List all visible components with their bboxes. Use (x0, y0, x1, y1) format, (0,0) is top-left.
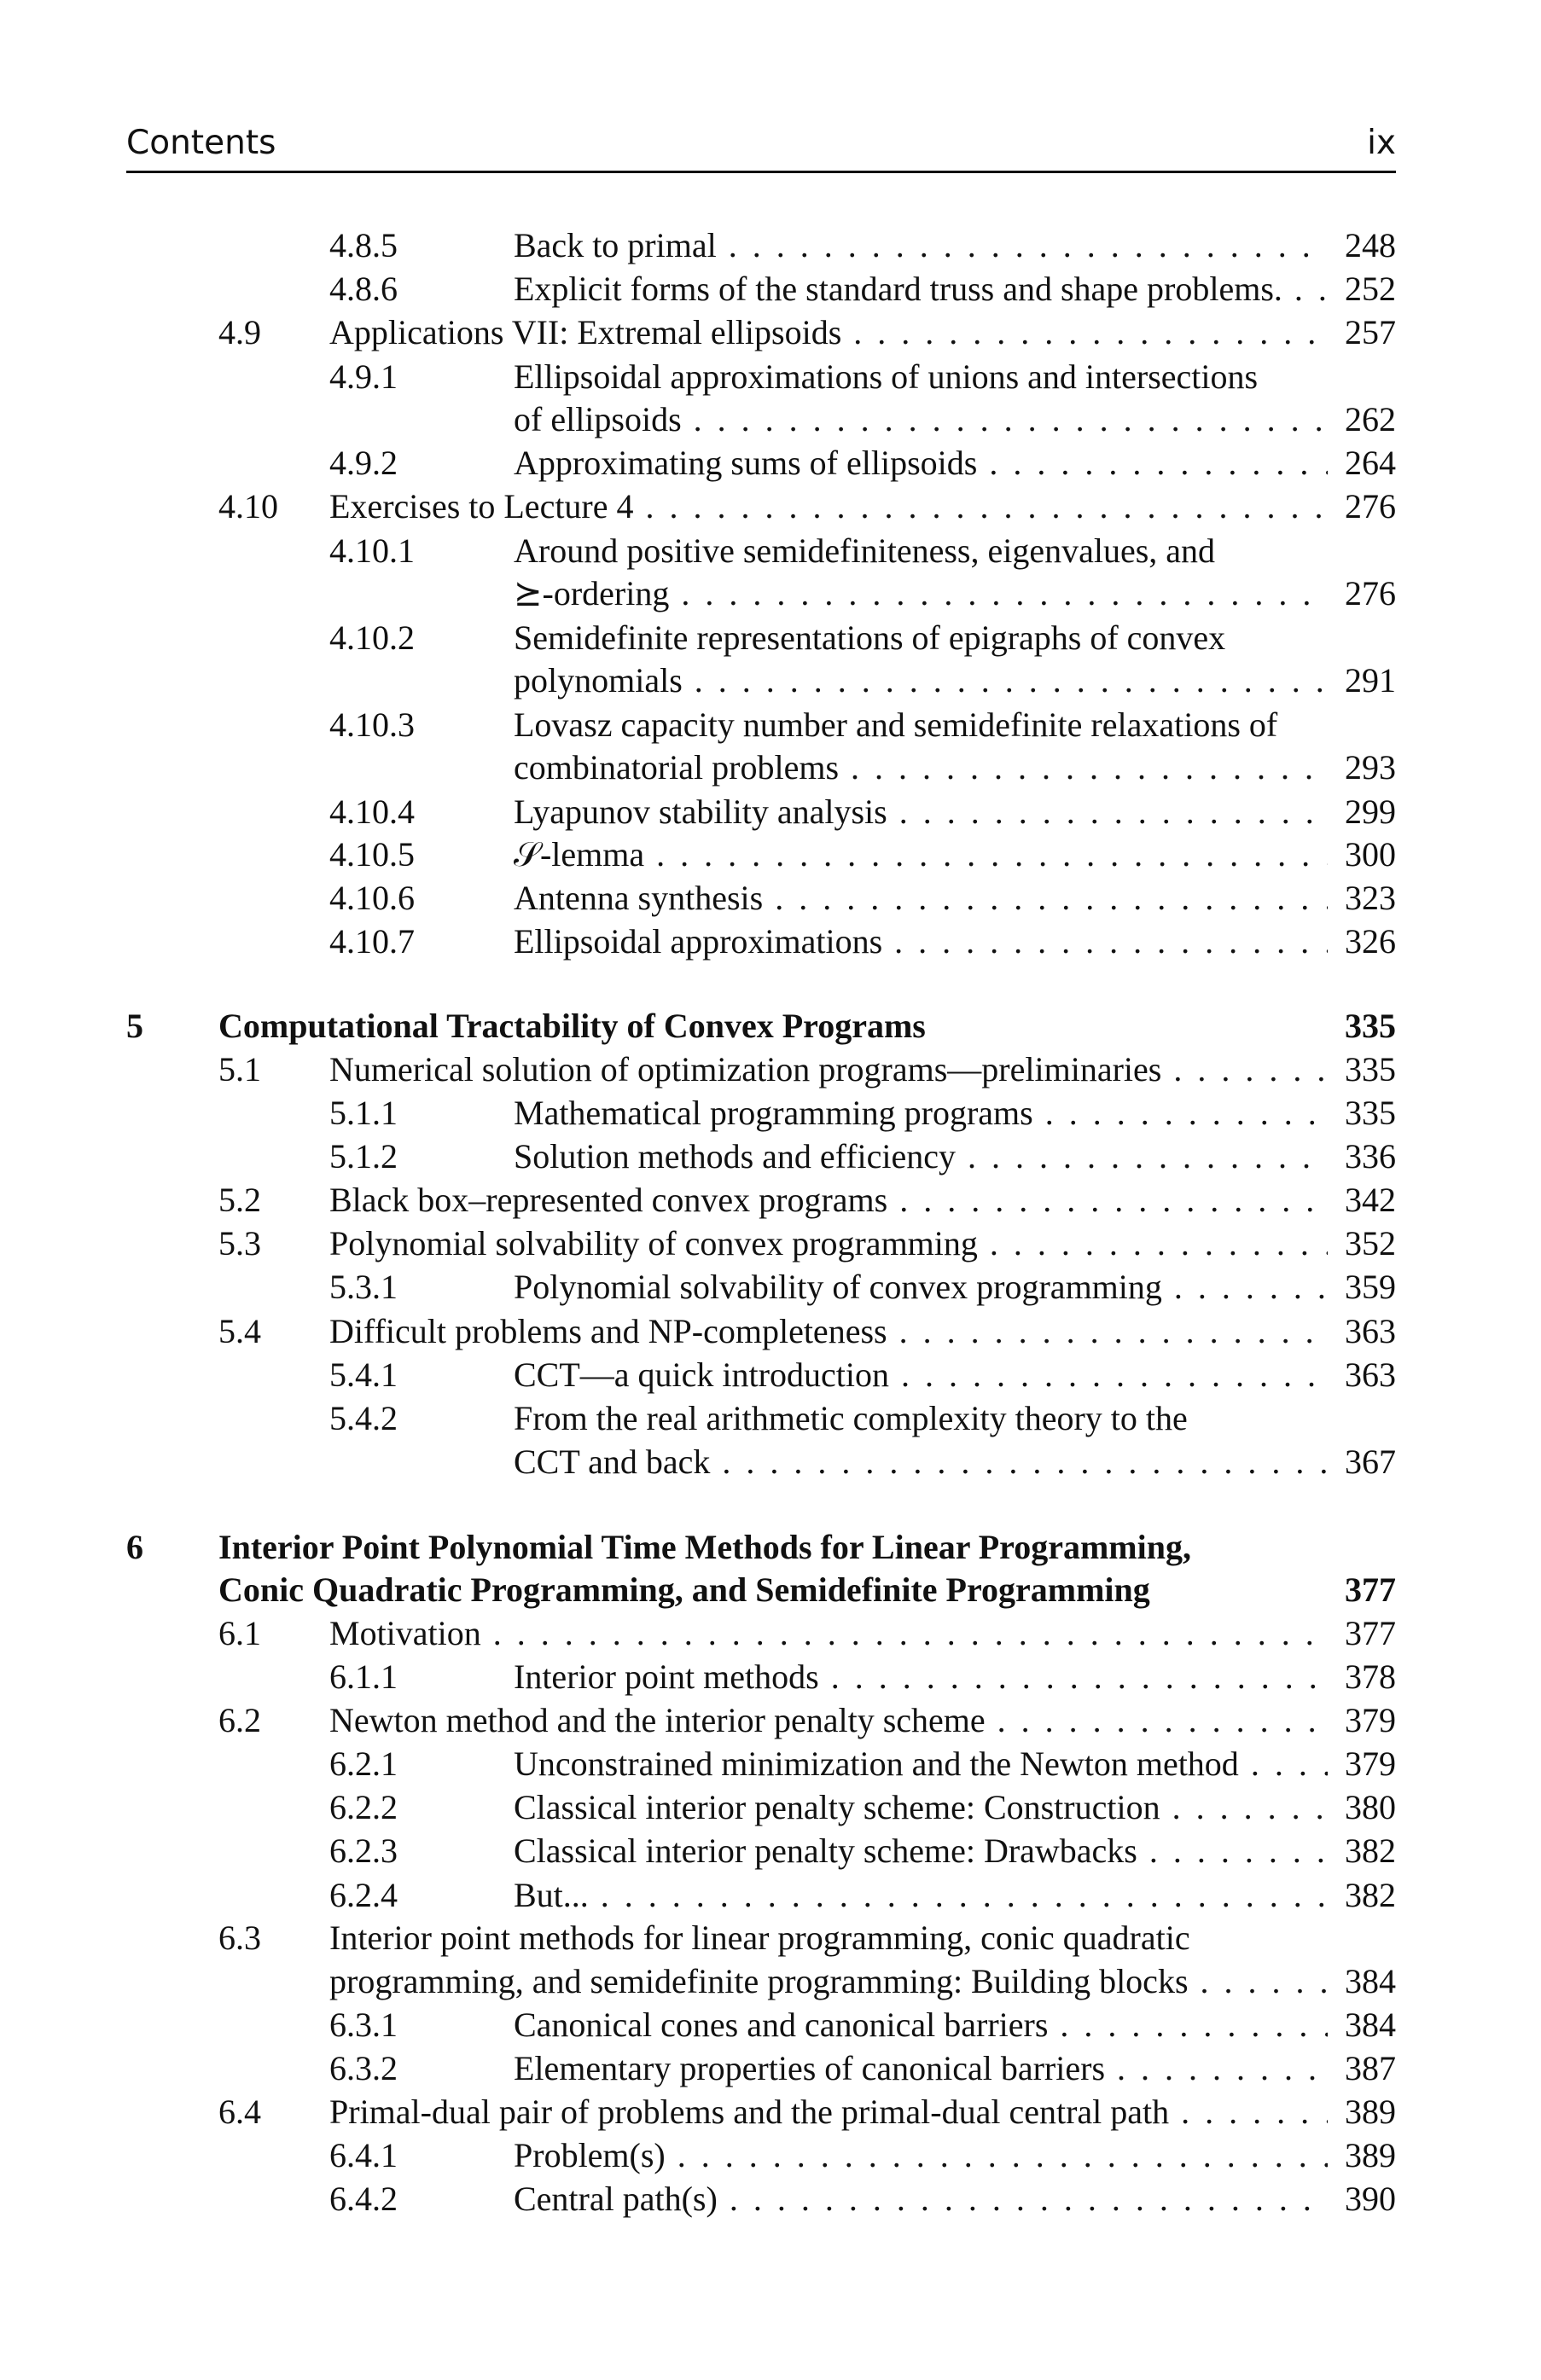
toc-entry-number: 6.3 (218, 1919, 261, 1957)
toc-entry-number: 6.4.1 (329, 2136, 398, 2174)
toc-entry-number: 4.10.3 (329, 705, 415, 744)
toc-entry[interactable] (0, 223, 1541, 268)
toc-entry-page: 389 (1338, 2133, 1396, 2178)
toc-entry-number: 6.2.3 (329, 1831, 398, 1870)
toc-entry-number: 6.4.2 (329, 2180, 398, 2218)
toc-entry-title: 𝒮-lemma . . . (514, 833, 1328, 877)
toc-entry-page: 300 (1338, 833, 1396, 877)
toc-entry[interactable] (0, 1525, 1541, 1570)
toc-entry-number: 6.4 (218, 2093, 261, 2131)
toc-entry[interactable] (0, 1742, 1541, 1786)
toc-entry[interactable] (0, 1655, 1541, 1699)
toc-entry[interactable] (0, 746, 1541, 790)
toc-entry-page: 378 (1338, 1655, 1396, 1699)
toc-entry[interactable] (0, 2046, 1541, 2091)
toc-entry-page: 276 (1338, 572, 1396, 616)
toc-entry[interactable] (0, 1785, 1541, 1830)
toc-entry-number: 6.1 (218, 1614, 261, 1652)
toc-entry-page: 382 (1338, 1873, 1396, 1918)
toc-entry-title: Classical interior penalty scheme: Drawbacks . . . (514, 1829, 1328, 1873)
toc-entry[interactable] (0, 703, 1541, 747)
toc-entry-title: Computational Tractability of Convex Programs (218, 1007, 926, 1045)
toc-entry-number: 5.4 (218, 1312, 261, 1350)
toc-entry[interactable] (0, 1265, 1541, 1309)
toc-entry[interactable] (0, 920, 1541, 964)
toc-entry-title: Exercises to Lecture 4 . . . (329, 485, 1328, 529)
toc-entry-number: 5 (126, 1007, 143, 1045)
toc-entry[interactable] (0, 572, 1541, 616)
toc-entry[interactable] (0, 1440, 1541, 1484)
toc-entry-number: 4.10.4 (329, 792, 415, 831)
toc-entry-title: Polynomial solvability of convex programming . . . (514, 1265, 1328, 1309)
toc-entry[interactable] (0, 398, 1541, 442)
toc-entry-number: 4.10.7 (329, 922, 415, 961)
toc-entry-page: 323 (1338, 876, 1396, 920)
toc-entry-page: 384 (1338, 2003, 1396, 2047)
toc-entry-title: Interior point methods for linear programming, conic quadratic (329, 1919, 1190, 1957)
toc-entry-title: Explicit forms of the standard truss and shape problems. . . . (514, 267, 1328, 311)
toc-entry-page: 379 (1338, 1742, 1396, 1786)
toc-entry[interactable] (0, 355, 1541, 399)
toc-entry-title: Applications VII: Extremal ellipsoids . . . (329, 311, 1328, 355)
toc-entry-title: Lyapunov stability analysis . . . (514, 790, 1328, 834)
toc-entry-title: Problem(s) . . . (514, 2133, 1328, 2178)
toc-entry-page: 367 (1338, 1440, 1396, 1484)
toc-entry[interactable] (0, 1353, 1541, 1397)
toc-entry[interactable] (0, 485, 1541, 529)
toc-entry[interactable] (0, 790, 1541, 834)
toc-entry-number: 4.10.2 (329, 618, 415, 657)
toc-entry-number: 5.4.2 (329, 1399, 398, 1437)
toc-entry-title: Difficult problems and NP-completeness . . . (329, 1309, 1328, 1354)
toc-entry-number: 5.1.2 (329, 1137, 398, 1175)
toc-entry-title: Interior point methods . . . (514, 1655, 1328, 1699)
toc-entry-page: 363 (1338, 1309, 1396, 1354)
toc-entry-page: 377 (1338, 1568, 1396, 1612)
toc-entry-page: 359 (1338, 1265, 1396, 1309)
toc-entry-page: 335 (1338, 1048, 1396, 1092)
toc-entry-page: 326 (1338, 920, 1396, 964)
toc-entry-title: of ellipsoids . . . (514, 398, 1328, 442)
toc-entry[interactable] (0, 2177, 1541, 2221)
toc-entry-page: 382 (1338, 1829, 1396, 1873)
toc-entry[interactable] (0, 2090, 1541, 2134)
toc-entry-number: 6.2 (218, 1701, 261, 1739)
toc-entry-title: ⪰-ordering . . . (514, 572, 1328, 616)
toc-entry-title: Classical interior penalty scheme: Construction . . . (514, 1785, 1328, 1830)
toc-entry-title: Black box–represented convex programs . . . (329, 1178, 1328, 1222)
toc-entry-title: Primal-dual pair of problems and the primal-dual central path . . . (329, 2090, 1328, 2134)
toc-entry[interactable] (0, 1568, 1541, 1612)
toc-entry-page: 335 (1338, 1004, 1396, 1048)
toc-entry[interactable] (0, 659, 1541, 703)
toc-entry-title: Solution methods and efficiency . . . (514, 1135, 1328, 1179)
toc-entry-page: 336 (1338, 1135, 1396, 1179)
header-page-number: ix (1367, 124, 1396, 162)
toc-entry-number: 4.10.1 (329, 531, 415, 570)
toc-entry-title: Ellipsoidal approximations . . . (514, 920, 1328, 964)
toc-entry-number: 4.9.1 (329, 357, 398, 396)
toc-entry[interactable] (0, 876, 1541, 920)
toc-entry-page: 377 (1338, 1611, 1396, 1656)
toc-entry-number: 4.9 (218, 313, 261, 351)
toc-entry[interactable] (0, 267, 1541, 311)
toc-entry[interactable] (0, 1091, 1541, 1135)
toc-entry[interactable] (0, 2003, 1541, 2047)
toc-entry-number: 4.8.5 (329, 226, 398, 264)
toc-entry-title: Mathematical programming programs . . . (514, 1091, 1328, 1135)
toc-entry-number: 4.10 (218, 487, 278, 525)
toc-entry-title: CCT—a quick introduction . . . (514, 1353, 1328, 1397)
toc-entry-number: 6.2.2 (329, 1788, 398, 1826)
toc-entry-number: 5.3.1 (329, 1268, 398, 1306)
toc-entry-page: 264 (1338, 441, 1396, 485)
toc-entry[interactable] (0, 1135, 1541, 1179)
toc-entry[interactable] (0, 1959, 1541, 2004)
toc-entry[interactable] (0, 441, 1541, 485)
toc-entry-title: But... . . . (514, 1873, 1328, 1918)
toc-entry-page: 335 (1338, 1091, 1396, 1135)
toc-entry[interactable] (0, 616, 1541, 660)
toc-entry-page: 299 (1338, 790, 1396, 834)
toc-entry-page: 390 (1338, 2177, 1396, 2221)
toc-entry-title: Motivation . . . (329, 1611, 1328, 1656)
toc-entry-title: From the real arithmetic complexity theory to the (514, 1399, 1188, 1437)
toc-entry-number: 6.2.1 (329, 1744, 398, 1783)
toc-entry-title: Unconstrained minimization and the Newton method . . . (514, 1742, 1328, 1786)
toc-entry-page: 363 (1338, 1353, 1396, 1397)
toc-entry-number: 4.10.6 (329, 879, 415, 917)
toc-entry[interactable] (0, 1916, 1541, 1960)
toc-entry[interactable] (0, 1829, 1541, 1873)
toc-entry-title: combinatorial problems . . . (514, 746, 1328, 790)
toc-entry[interactable] (0, 311, 1541, 355)
toc-entry-page: 291 (1338, 659, 1396, 703)
toc-entry-title: Newton method and the interior penalty scheme . . . (329, 1698, 1328, 1743)
toc-entry-page: 252 (1338, 267, 1396, 311)
toc-entry-title: Lovasz capacity number and semidefinite relaxations of (514, 705, 1278, 744)
toc-entry[interactable] (0, 1222, 1541, 1266)
toc-entry-title: programming, and semidefinite programming: Building blocks . . . (329, 1959, 1328, 2004)
toc-entry-number: 5.3 (218, 1224, 261, 1263)
toc-entry-title: Back to primal . . . (514, 223, 1328, 268)
toc-entry[interactable] (0, 1396, 1541, 1441)
toc-entry-title: Antenna synthesis . . . (514, 876, 1328, 920)
toc-entry-number: 4.9.2 (329, 444, 398, 482)
toc-entry-number: 6.1.1 (329, 1657, 398, 1696)
toc-entry[interactable] (0, 1309, 1541, 1354)
toc-entry-page: 257 (1338, 311, 1396, 355)
toc-entry[interactable] (0, 1048, 1541, 1092)
toc-entry[interactable] (0, 2133, 1541, 2178)
header-title: Contents (126, 124, 276, 162)
toc-entry-number: 6.3.2 (329, 2049, 398, 2087)
toc-entry-number: 5.1 (218, 1050, 261, 1088)
toc-entry-page: 342 (1338, 1178, 1396, 1222)
toc-entry-page: 276 (1338, 485, 1396, 529)
toc-entry-number: 5.1.1 (329, 1094, 398, 1132)
toc-entry-title: CCT and back . . . (514, 1440, 1328, 1484)
toc-entry-title: Elementary properties of canonical barriers . . . (514, 2046, 1328, 2091)
toc-entry-title: Central path(s) . . . (514, 2177, 1328, 2221)
toc-entry-number: 5.4.1 (329, 1355, 398, 1394)
toc-entry-number: 4.8.6 (329, 270, 398, 308)
toc-entry[interactable] (0, 1611, 1541, 1656)
toc-entry-number: 6.3.1 (329, 2006, 398, 2044)
toc-entry-title: Conic Quadratic Programming, and Semidefinite Programming (218, 1570, 1150, 1609)
toc-entry-number: 4.10.5 (329, 835, 415, 874)
toc-entry[interactable] (0, 1178, 1541, 1222)
toc-entry-title: Canonical cones and canonical barriers . . . (514, 2003, 1328, 2047)
toc-entry[interactable] (0, 1873, 1541, 1918)
toc-entry-title: Approximating sums of ellipsoids . . . (514, 441, 1328, 485)
toc-entry-page: 389 (1338, 2090, 1396, 2134)
toc-entry-page: 387 (1338, 2046, 1396, 2091)
toc-entry-title: Ellipsoidal approximations of unions and intersections (514, 357, 1259, 396)
toc-entry-title: Interior Point Polynomial Time Methods for Linear Programming, (218, 1528, 1191, 1566)
toc-entry-title: Numerical solution of optimization programs—preliminaries . . . (329, 1048, 1328, 1092)
toc-entry-page: 384 (1338, 1959, 1396, 2004)
toc-entry[interactable] (0, 529, 1541, 573)
toc-entry-title: Semidefinite representations of epigraphs of convex (514, 618, 1226, 657)
toc-entry-page: 248 (1338, 223, 1396, 268)
toc-entry-title: Polynomial solvability of convex programming . . . (329, 1222, 1328, 1266)
toc-entry-number: 5.2 (218, 1181, 261, 1219)
toc-entry-page: 262 (1338, 398, 1396, 442)
toc-entry-page: 293 (1338, 746, 1396, 790)
toc-entry-number: 6.2.4 (329, 1876, 398, 1914)
toc-entry-page: 380 (1338, 1785, 1396, 1830)
toc-entry-number: 6 (126, 1528, 143, 1566)
toc-entry[interactable] (0, 833, 1541, 877)
toc-entry-title: Around positive semidefiniteness, eigenvalues, and (514, 531, 1216, 570)
toc-entry[interactable] (0, 1698, 1541, 1743)
toc-entry-page: 379 (1338, 1698, 1396, 1743)
toc-entry[interactable] (0, 1004, 1541, 1048)
toc-entry-title: polynomials . . . (514, 659, 1328, 703)
toc-entry-page: 352 (1338, 1222, 1396, 1266)
